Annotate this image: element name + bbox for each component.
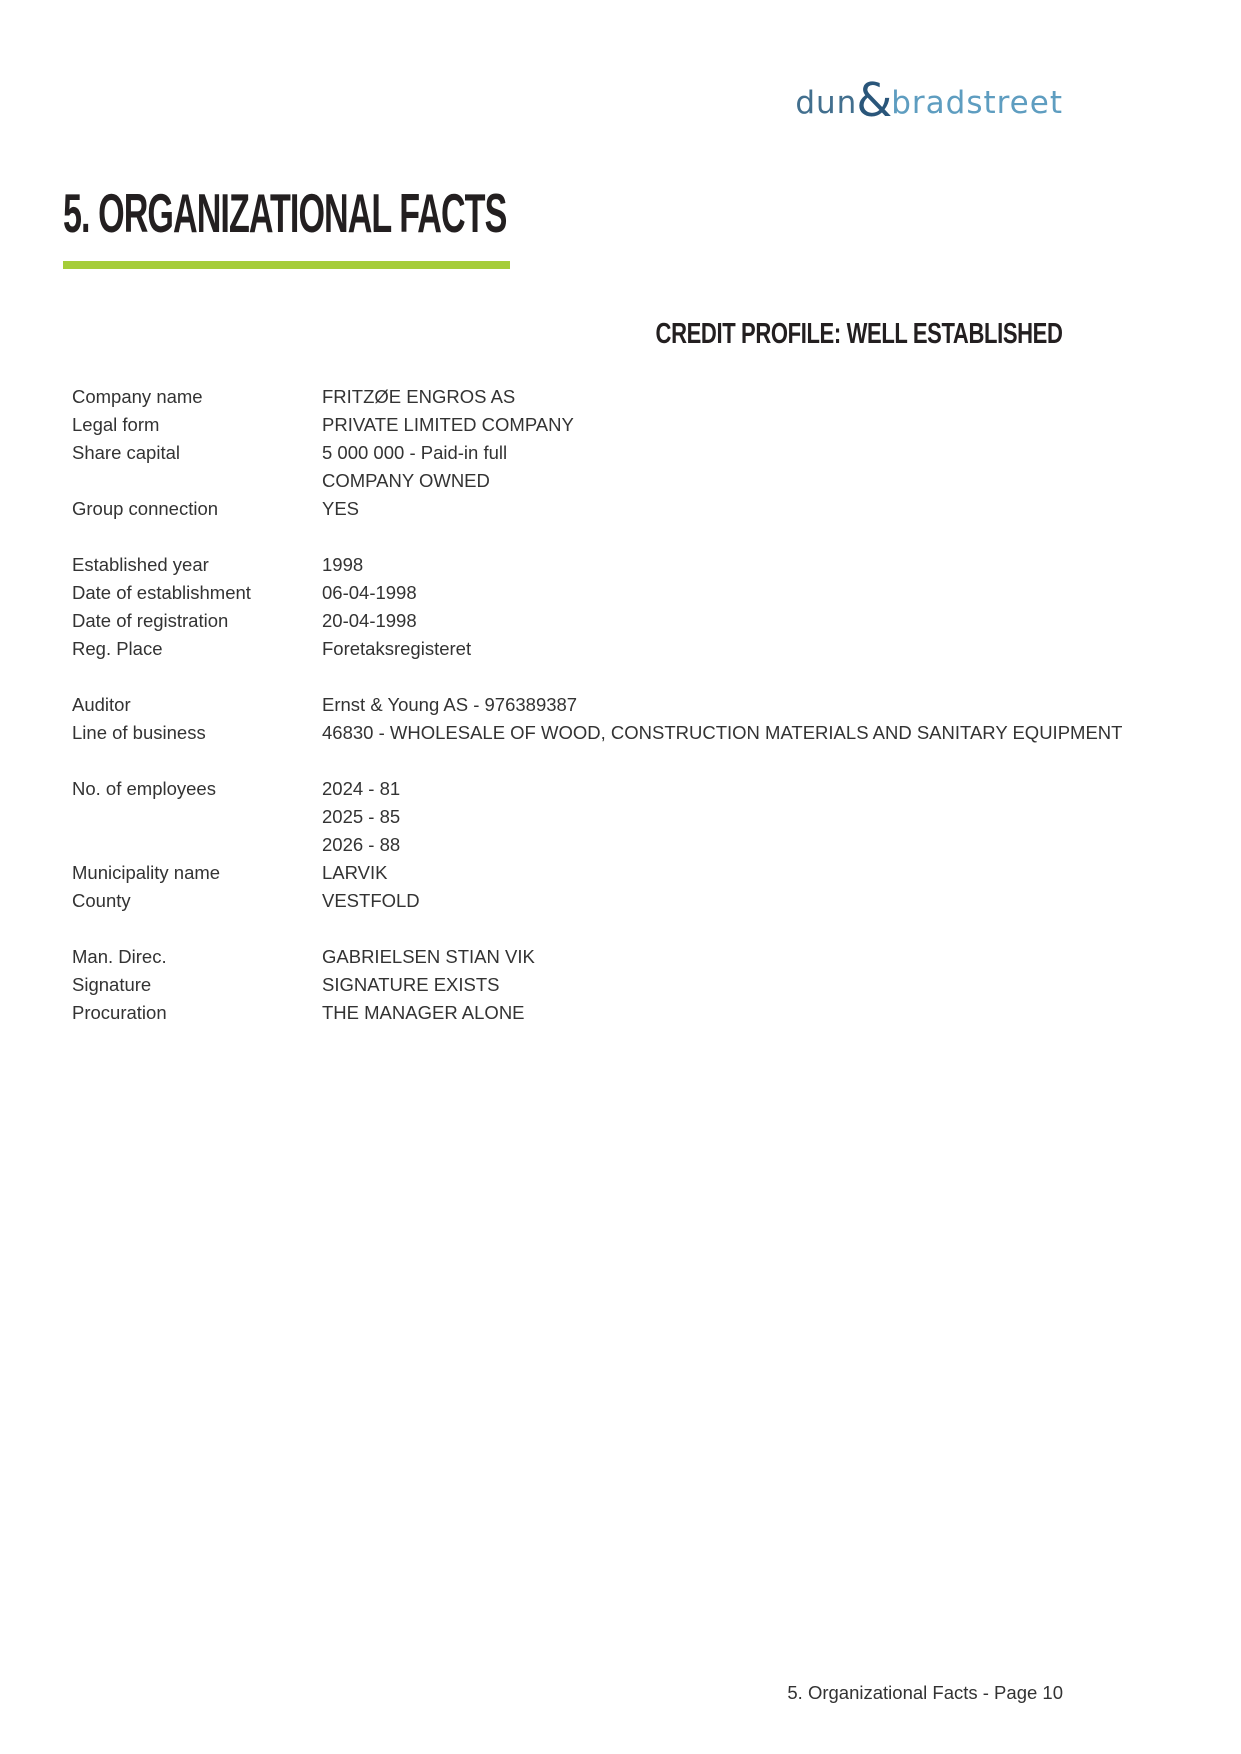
fact-label: Procuration [72,1002,167,1023]
fact-label: Established year [72,554,209,575]
fact-row-date-of-establishment [72,579,1182,607]
fact-label: Reg. Place [72,638,163,659]
section-heading: 5. ORGANIZATIONAL FACTS [63,182,507,244]
organizational-facts-table [72,383,1182,1055]
fact-row-no-of-employees [72,775,1182,803]
fact-row-man-direc [72,943,1182,971]
fact-value: FRITZØE ENGROS AS [322,386,516,407]
fact-value: 2025 - 85 [322,806,401,827]
heading-accent-bar [63,261,510,269]
fact-label: No. of employees [72,778,216,799]
fact-label [72,831,322,859]
fact-row-municipality-name [72,859,1182,887]
fact-row-company-name [72,383,1182,411]
fact-row-employees-2026 [72,831,1182,859]
fact-value: 5 000 000 - Paid-in full [322,442,508,463]
fact-label: Municipality name [72,862,221,883]
fact-label: Date of establishment [72,582,251,603]
fact-value: GABRIELSEN STIAN VIK [322,946,535,967]
fact-row-group-connection [72,495,1182,523]
logo-text-dun: dun [795,85,858,121]
fact-value: YES [322,498,360,519]
fact-value: 06-04-1998 [322,582,417,603]
fact-row-county [72,887,1182,915]
fact-group-auditor-business [72,691,1182,747]
fact-row-legal-form [72,411,1182,439]
fact-row-employees-2025 [72,803,1182,831]
fact-value: 1998 [322,554,364,575]
page-footer: 5. Organizational Facts - Page 10 [787,1682,1063,1703]
fact-value: 20-04-1998 [322,610,417,631]
fact-row-reg-place [72,635,1182,663]
fact-label: Company name [72,386,203,407]
credit-profile-heading: CREDIT PROFILE: WELL ESTABLISHED [655,318,1063,350]
fact-row-signature [72,971,1182,999]
fact-label: Legal form [72,414,160,435]
fact-value: Foretaksregisteret [322,638,472,659]
fact-row-share-capital-continuation [72,467,1182,495]
fact-value: COMPANY OWNED [322,470,490,491]
ampersand-icon: & [856,73,893,127]
fact-row-procuration [72,999,1182,1027]
fact-value: VESTFOLD [322,890,420,911]
fact-group-establishment [72,551,1182,663]
fact-label: Auditor [72,694,131,715]
fact-value: SIGNATURE EXISTS [322,974,500,995]
dun-bradstreet-logo [795,73,1063,127]
fact-label: County [72,890,131,911]
fact-value: THE MANAGER ALONE [322,1002,525,1023]
fact-value: LARVIK [322,862,388,883]
fact-label: Signature [72,974,152,995]
fact-value: 2026 - 88 [322,834,401,855]
fact-value: PRIVATE LIMITED COMPANY [322,414,574,435]
fact-value: Ernst & Young AS - 976389387 [322,694,578,715]
fact-group-management [72,943,1182,1027]
fact-label: Date of registration [72,610,229,631]
fact-label: Man. Direc. [72,946,167,967]
logo-text-bradstreet: bradstreet [891,85,1063,121]
fact-label [72,803,322,831]
fact-value: 46830 - WHOLESALE OF WOOD, CONSTRUCTION MATERIALS AND SANITARY EQUIPMENT [322,722,1123,743]
fact-value: 2024 - 81 [322,778,401,799]
fact-row-date-of-registration [72,607,1182,635]
fact-group-employees-location [72,775,1182,915]
fact-label [72,467,322,495]
fact-label: Group connection [72,498,219,519]
fact-group-company [72,383,1182,523]
fact-row-established-year [72,551,1182,579]
fact-row-line-of-business [72,719,1182,747]
fact-label: Line of business [72,722,206,743]
fact-label: Share capital [72,442,180,463]
fact-row-auditor [72,691,1182,719]
fact-row-share-capital [72,439,1182,467]
